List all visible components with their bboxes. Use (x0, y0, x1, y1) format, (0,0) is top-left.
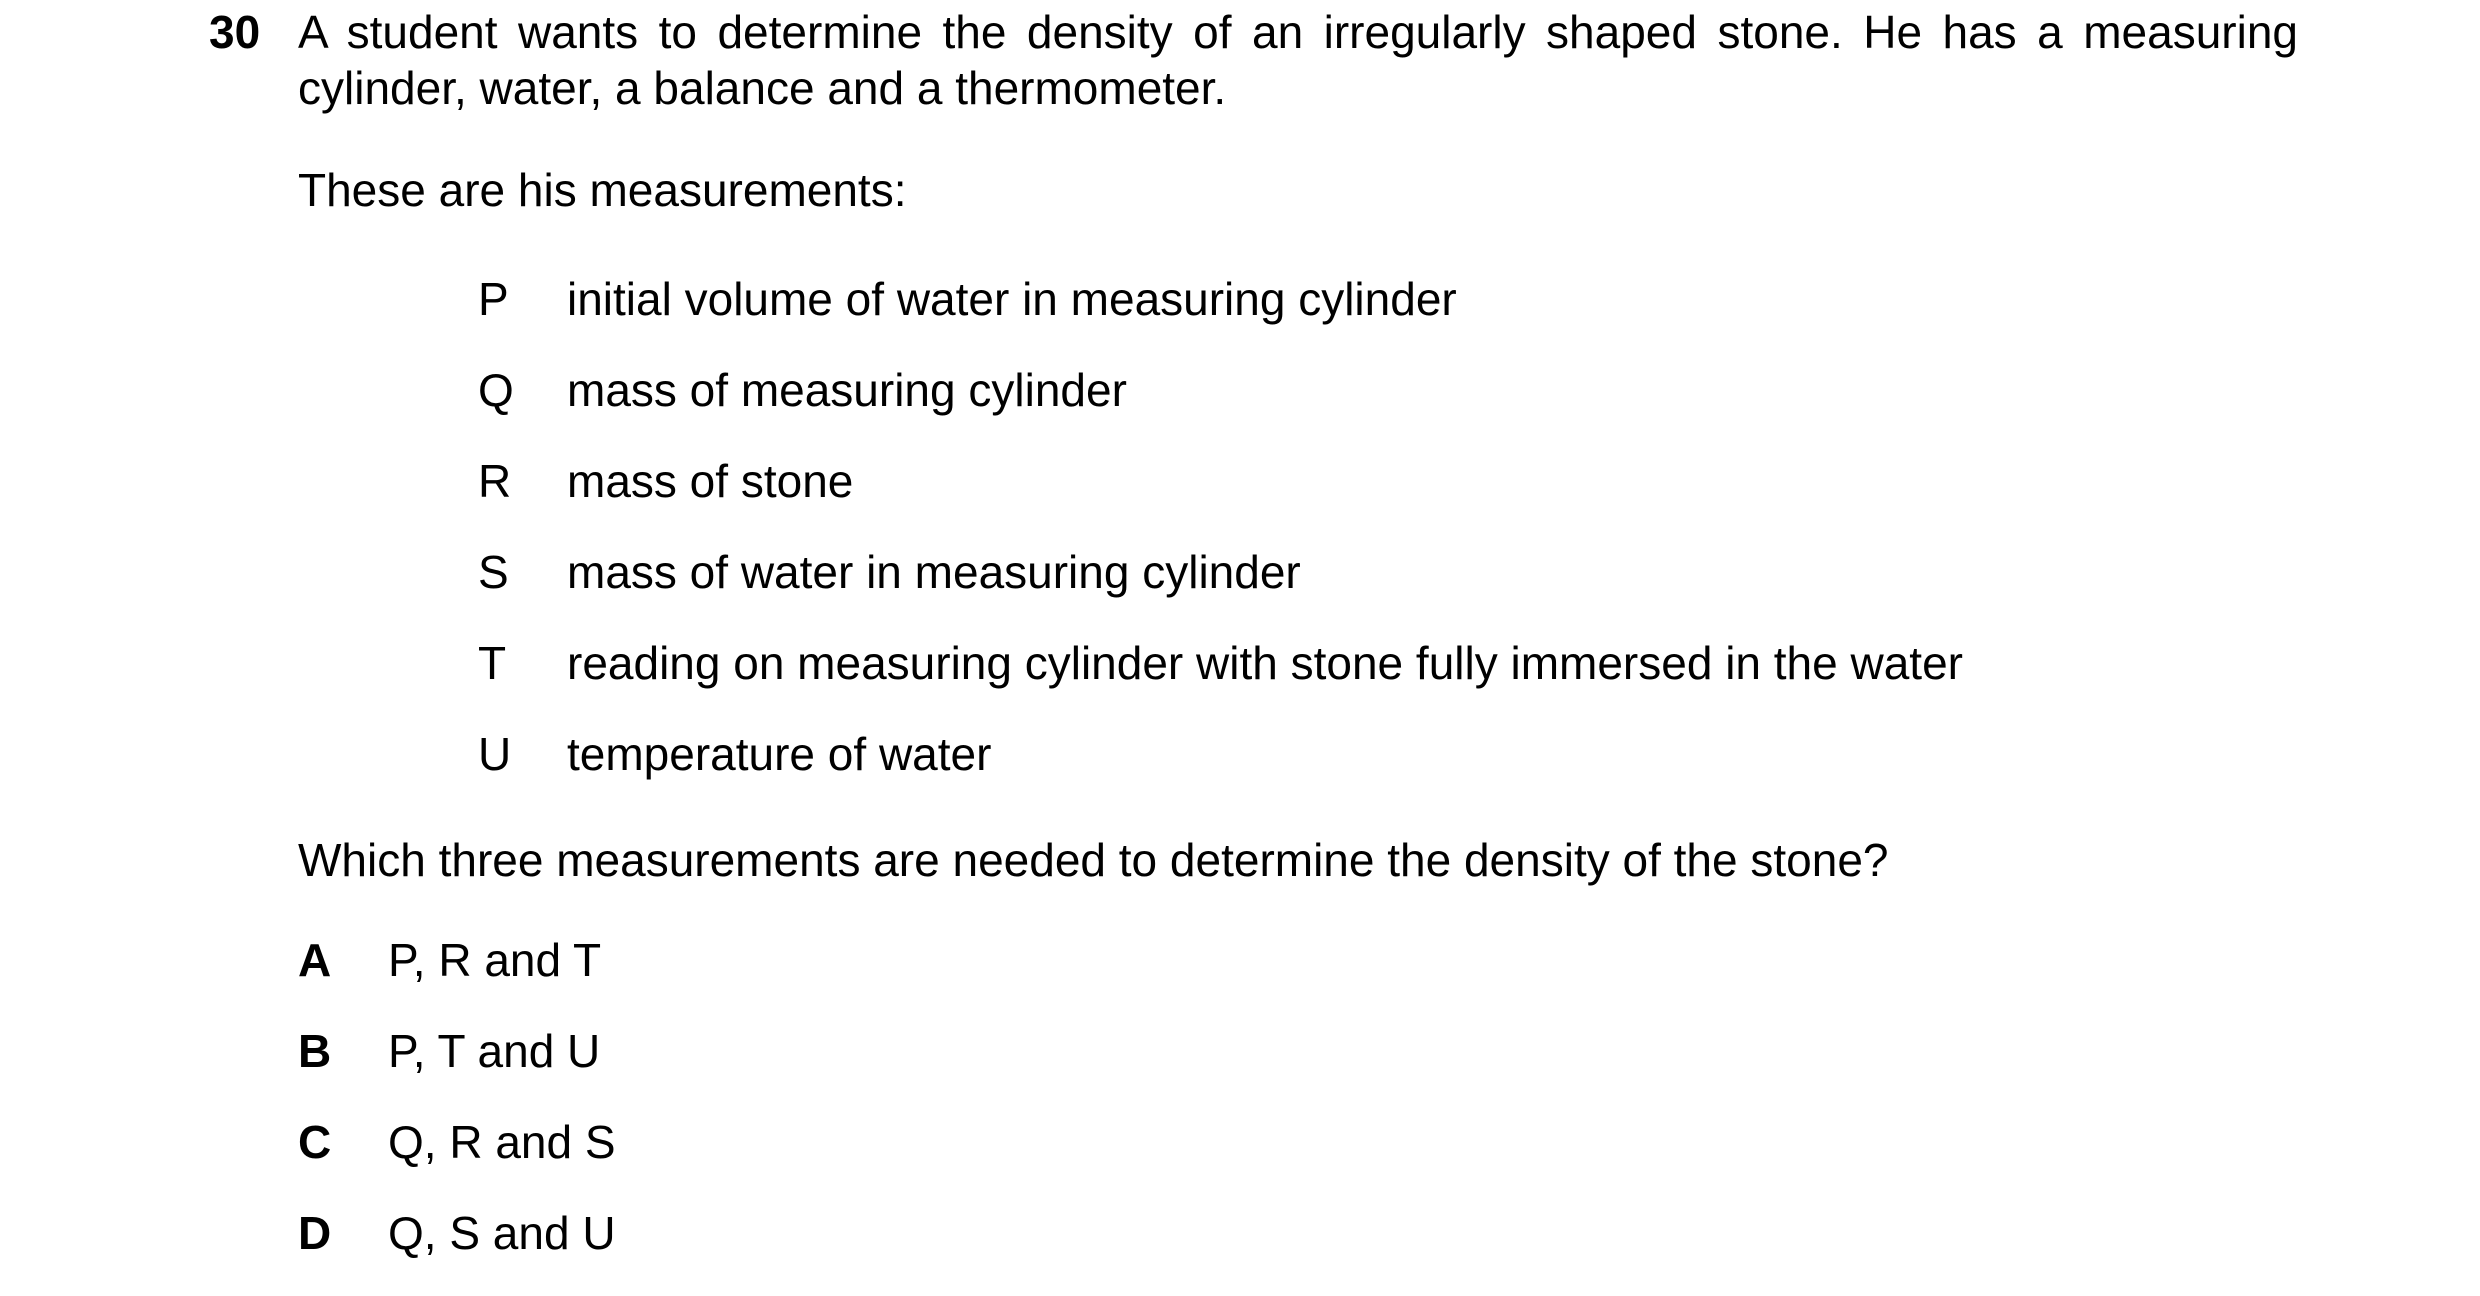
answer-option-a[interactable] (298, 932, 616, 1023)
option-letter: B (298, 1025, 332, 1077)
measurement-item (478, 453, 1963, 544)
question-stem: A student wants to determine the density of an irregularly shaped stone. He has a measuring cylinder, water, a balance and a thermometer. (298, 6, 2298, 114)
option-text: P, R and T (388, 934, 602, 986)
measurement-text: temperature of water (567, 728, 992, 780)
measurement-list (478, 271, 1963, 817)
question-number: 30 (209, 6, 261, 58)
measurement-letter: T (478, 637, 507, 689)
answer-option-c[interactable] (298, 1114, 616, 1205)
option-letter: C (298, 1116, 332, 1168)
option-letter: A (298, 934, 332, 986)
question-prompt: Which three measurements are needed to determine the density of the stone? (298, 834, 1889, 886)
measurements-intro: These are his measurements: (298, 164, 907, 216)
option-letter: D (298, 1207, 332, 1259)
option-text: Q, S and U (388, 1207, 616, 1259)
measurement-text: mass of measuring cylinder (567, 364, 1127, 416)
measurement-text: mass of water in measuring cylinder (567, 546, 1301, 598)
measurement-item (478, 544, 1963, 635)
measurement-text: initial volume of water in measuring cylinder (567, 273, 1457, 325)
answer-option-d[interactable] (298, 1205, 616, 1296)
option-text: Q, R and S (388, 1116, 616, 1168)
measurement-item (478, 271, 1963, 362)
measurement-letter: U (478, 728, 512, 780)
measurement-item (478, 362, 1963, 453)
measurement-item (478, 726, 1963, 817)
answer-option-b[interactable] (298, 1023, 616, 1114)
measurement-text: mass of stone (567, 455, 854, 507)
measurement-letter: Q (478, 364, 514, 416)
option-text: P, T and U (388, 1025, 601, 1077)
measurement-item (478, 635, 1963, 726)
measurement-letter: R (478, 455, 512, 507)
measurement-letter: P (478, 273, 509, 325)
measurement-text: reading on measuring cylinder with stone fully immersed in the water (567, 637, 1963, 689)
measurement-letter: S (478, 546, 509, 598)
answer-options (298, 932, 616, 1296)
